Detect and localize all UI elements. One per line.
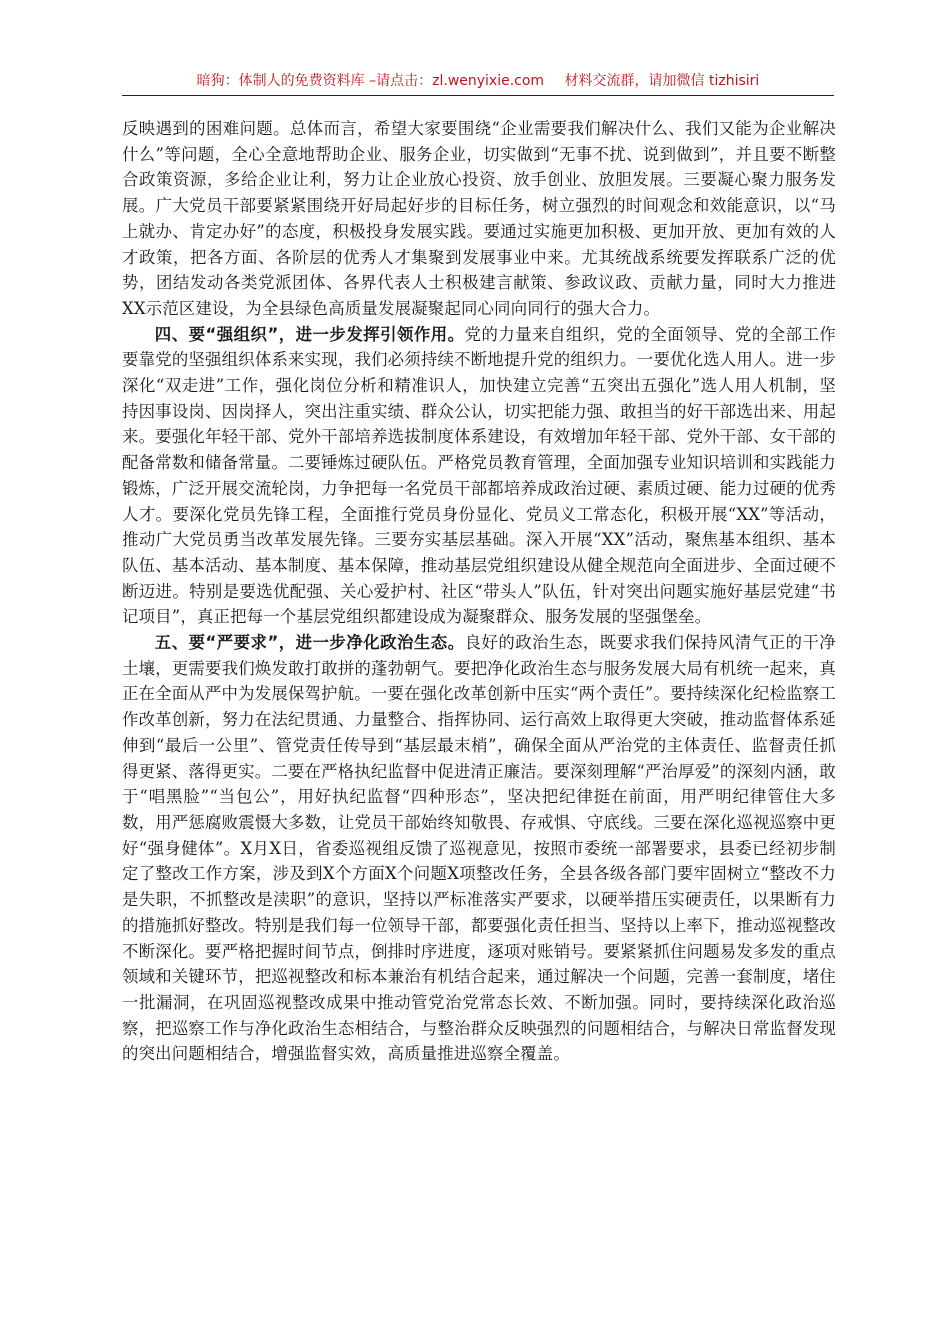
wechat-group-text: 材料交流群，请加微信 tizhisiri	[564, 73, 760, 89]
paragraph-text: 党的力量来自组织，党的全面领导、党的全部工作要靠党的坚强组织体系来实现，我们必须持续不断地提升党的组织力。一要优化选人用人。进一步深化“双走进”工作，强化岗位分析和精准识人，加快建立完善“五突出五强化”选人用人机制，坚持因事设岗、因岗择人，突出注重实绩、群众公认，切实把能力强、敢担当的好干部选出来、用起来。要强化年轻干部、党外干部培养选拔制度体系建设，有效增加年轻干部、党外干部、女干部的配备常数和储备常量。二要锤炼过硬队伍。严格党员教育管理，全面加强专业知识培训和实践能力锻炼，广泛开展交流轮岗，力争把每一名党员干部都培养成政治过硬、素质过硬、能力过硬的优秀人才。要深化党员先锋工程，全面推行党员身份显化、党员义工常态化，积极开展“XX”等活动，推动广大党员勇当改革发展先锋。三要夯实基层基础。深入开展“XX”活动，聚焦基本组织、基本队伍、基本活动、基本制度、基本保障，推动基层党组织建设从健全规范向全面进步、全面过硬不断迈进。特别是要选优配强、关心爱护村、社区“带头人”队伍，针对突出问题实施好基层党建“书记项目”，真正把每一个基层党组织都建设成为凝聚群众、服务发展的坚强堡垒。	[122, 324, 837, 627]
page-header	[122, 68, 834, 96]
paragraph-text: 反映遇到的困难问题。总体而言，希望大家要围绕“企业需要我们解决什么、我们又能为企业解决什么”等问题，全心全意地帮助企业、服务企业，切实做到“无事不扰、说到做到”，并且要不断整合政策资源，多给企业让利，努力让企业放心投资、放手创业、放胆发展。三要凝心聚力服务发展。广大党员干部要紧紧围绕开好局起好步的目标任务，树立强烈的时间观念和效能意识，以“马上就办、肯定办好”的态度，积极投身发展实践。要通过实施更加积极、更加开放、更加有效的人才政策，把各方面、各阶层的优秀人才集聚到发展事业中来。尤其统战系统要发挥联系广泛的优势，团结发动各类党派团体、各界代表人士积极建言献策、参政议政、贡献力量，同时大力推进XX示范区建设，为全县绿色高质量发展凝聚起同心同向同行的强大合力。	[122, 119, 836, 318]
paragraph-section-four	[122, 322, 836, 630]
document-body	[122, 116, 836, 1067]
section-heading: 五、要“严要求”，进一步净化政治生态。	[154, 633, 465, 653]
paragraph-continuation	[122, 116, 836, 322]
site-name-text: 暗狗：体制人的免费资料库	[196, 73, 365, 89]
paragraph-section-five	[122, 630, 836, 1067]
click-link-text[interactable]: –请点击：zl.wenyixie.com	[369, 73, 545, 89]
section-heading: 四、要“强组织”，进一步发挥引领作用。	[154, 324, 465, 344]
paragraph-text: 良好的政治生态，既要求我们保持风清气正的干净土壤，更需要我们焕发敢打敢拼的蓬勃朝气。要把净化政治生态与服务发展大局有机统一起来，真正在全面从严中为发展保驾护航。一要在强化改革创新中压实“两个责任”。要持续深化纪检监察工作改革创新，努力在法纪贯通、力量整合、指挥协同、运行高效上取得更大突破，推动监督体系延伸到“最后一公里”、管党责任传导到“基层最末梢”，确保全面从严治党的主体责任、监督责任抓得更紧、落得更实。二要在严格执纪监督中促进清正廉洁。要深刻理解“严治厚爱”的深刻内涵，敢于“唱黑脸”“当包公”，用好执纪监督“四种形态”，坚决把纪律挺在前面，用严明纪律管住大多数，用严惩腐败震慑大多数，让党员干部始终知敬畏、存戒惧、守底线。三要在深化巡视巡察中更好“强身健体”。X月X日，省委巡视组反馈了巡视意见，按照市委统一部署要求，县委已经初步制定了整改工作方案，涉及到X个方面X个问题X项整改任务，全县各级各部门要牢固树立“整改不力是失职，不抓整改是渎职”的意识，坚持以严标准落实严要求，以硬举措压实硬责任，以果断有力的措施抓好整改。特别是我们每一位领导干部，都要强化责任担当、坚持以上率下，推动巡视整改不断深化。要严格把握时间节点，倒排时序进度，逐项对账销号。要紧紧抓住问题易发多发的重点领域和关键环节，把巡视整改和标本兼治有机结合起来，通过解决一个问题，完善一套制度，堵住一批漏洞，在巩固巡视整改成果中推动管党治党常态长效、不断加强。同时，要持续深化政治巡察，把巡察工作与净化政治生态相结合，与整治群众反映强烈的问题相结合，与解决日常监督发现的突出问题相结合，增强监督实效，高质量推进巡察全覆盖。	[122, 633, 837, 1064]
